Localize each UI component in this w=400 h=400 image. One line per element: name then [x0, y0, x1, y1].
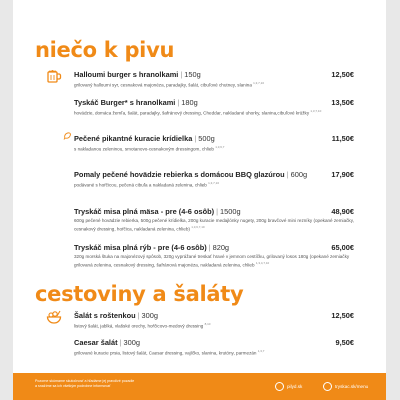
item-description: s nakladanou zeleninou, smotanovo-cesnakovým dressingom, chlieb — [74, 146, 214, 152]
item-weight: 300g — [123, 338, 140, 347]
item-weight: 1500g — [220, 207, 241, 216]
item-weight: 820g — [212, 243, 230, 252]
beer-mug-icon — [46, 68, 62, 84]
menu-item: Halloumi burger s hranolkami | 150g 12,50€ grilovaný halloumi syr, cesnaková majonéza, paradajky, šalát, cibuľové chutney, slanina $^{1,3,7,10}$ — [74, 70, 354, 88]
item-description: hovädzie, domáca žemľa, šalát, paradajky, šafránový dressing, Cheddar, nakladané uhorky, slanina,cibuľové krúžky — [74, 110, 310, 116]
menu-item: Caesar šalát | 300g 9,50€ grilované kuracie prsia, listový šalát, Caesar dressing, vajíčko, slanina, krutóny, parmezán $^{1,3,7}$ — [74, 338, 354, 356]
footer-link-menu[interactable]: tryskac.sk/menu — [323, 382, 368, 391]
item-description: listový šalát, jablká, vlašské orechy, hoŕčicovo-medový dressing — [74, 323, 204, 329]
allergens: 1,3,7,10 — [310, 109, 322, 113]
item-description: grilovaný halloumi syr, cesnaková majonéza, paradajky, šalát, cibuľové chutney, slanina — [74, 82, 252, 88]
allergens: 1,3,7 — [257, 349, 265, 353]
item-name: Pomaly pečené hovädzie rebierka s domácou BBQ glazúrou — [74, 170, 285, 179]
allergens: 8,10 — [204, 322, 211, 326]
item-name: Halloumi burger s hranolkami — [74, 70, 179, 79]
item-price: 17,90€ — [331, 170, 354, 179]
menu-item: Tryskáč misa plná rýb - pre (4-6 osôb) | 820g 65,00€ 320g morská štuka na majonézový spôsob, 320g vyprážané treskať hravé v jemnom cestíčku, grilovaný losos 180g (opekané zemiačky grilovaná zelenina, cesnakový dressing, šafránová majonéza, nakladaná zelenina, chlieb $^{1,3,4,7,10}$ — [74, 243, 354, 268]
item-name: Caesar šalát — [74, 338, 118, 347]
footer-link-website[interactable]: pilyd.sk — [275, 382, 302, 391]
wings-icon — [63, 131, 72, 140]
allergens: 1,3,4,7,10 — [255, 260, 270, 265]
allergens: 1,3,7,10 — [208, 181, 219, 185]
item-name: Tyskáč Burger* s hranolkami — [74, 98, 176, 107]
item-price: 65,00€ — [331, 243, 354, 252]
item-weight: 600g — [290, 170, 308, 179]
item-price: 12,50€ — [331, 311, 354, 320]
menu-item: Tryskáč misa plná mäsa - pre (4-6 osôb) | 1500g 48,90€ 600g pečené hovädzie rebierka, 500g pečené krídielka, 200g kuracie medajlónky nugety, 200g bravčové mini rezníky (opekané zemiačky, cesnakový dressing, hoŕčica, nakladaná zelenina, chlieb) $^{1,3,6,7,10}$ — [74, 207, 354, 232]
item-price: 13,50€ — [331, 98, 354, 107]
allergens: 1,3,6,7 — [215, 145, 225, 149]
footer-note: Pozorne skúmame skutočnosť a hľadáme jej pravdivé pozadie a snažíme sa ich všetkým podrobne informovať — [35, 379, 135, 389]
item-price: 11,50€ — [331, 134, 354, 143]
globe-icon — [275, 382, 284, 391]
allergens: 1,3,7,10 — [253, 81, 264, 85]
item-price: 48,90€ — [331, 207, 354, 216]
item-weight: 150g — [184, 70, 201, 79]
footer-bar — [13, 373, 386, 400]
globe-icon — [323, 382, 332, 391]
salad-bowl-icon — [46, 310, 62, 324]
menu-item: Šalát s roštenkou | 300g 12,50€ listový šalát, jablká, vlašské orechy, hoŕčicovo-medový dressing $^{8,10}$ — [74, 311, 354, 329]
item-price: 12,50€ — [331, 70, 354, 79]
menu-item: Tyskáč Burger* s hranolkami | 180g 13,50€ hovädzie, domáca žemľa, šalát, paradajky, šafránový dressing, Cheddar, nakladané uhorky, slanina,cibuľové krúžky $^{1,3,7,10}$ — [74, 98, 354, 116]
item-price: 9,50€ — [335, 338, 354, 347]
item-weight: 500g — [198, 134, 215, 143]
menu-item: Pomaly pečené hovädzie rebierka s domácou BBQ glazúrou | 600g 17,90€ podávané s hoŕčicou, pečená cibuľa a nakladaná zelenina, chlieb $^{1,3,7,10}$ — [74, 170, 354, 188]
item-name: Tryskáč misa plná rýb - pre (4-6 osôb) — [74, 243, 207, 252]
allergens: 1,3,6,7,10 — [191, 224, 205, 229]
item-description: podávané s hoŕčicou, pečená cibuľa a nakladaná zelenina, chlieb — [74, 182, 207, 188]
section-title-beer-snacks: niečo k pivu — [35, 38, 175, 62]
section-title-pasta-salads: cestoviny a šaláty — [35, 282, 244, 306]
item-description: 600g pečené hovädzie rebierka, 500g pečené krídielka, 200g kuracie medajlónky nugety, 200g bravčové mini rezníky (opekané zemiačky, cesnakový dressing, hoŕčica, nakladaná zelenina, chlieb) — [74, 218, 354, 232]
item-name: Pečené pikantné kuracie krídielka — [74, 134, 193, 143]
menu-item: Pečené pikantné kuracie krídielka | 500g 11,50€ s nakladanou zeleninou, smotanovo-cesnakovým dressingom, chlieb $^{1,3,6,7}$ — [74, 134, 354, 152]
item-weight: 300g — [141, 311, 158, 320]
item-description: grilované kuracie prsia, listový šalát, Caesar dressing, vajíčko, slanina, krutóny, parmezán — [74, 350, 257, 356]
item-name: Tryskáč misa plná mäsa - pre (4-6 osôb) — [74, 207, 215, 216]
item-weight: 180g — [181, 98, 198, 107]
item-description: 320g morská štuka na majonézový spôsob, 320g vyprážané treskať hravé v jemnom cestíčku, grilovaný losos 180g (opekané zemiačky grilovaná zelenina, cesnakový dressing, šafránová majonéza, nakladaná zelenina, chlieb — [74, 254, 350, 268]
item-name: Šalát s roštenkou — [74, 311, 136, 320]
